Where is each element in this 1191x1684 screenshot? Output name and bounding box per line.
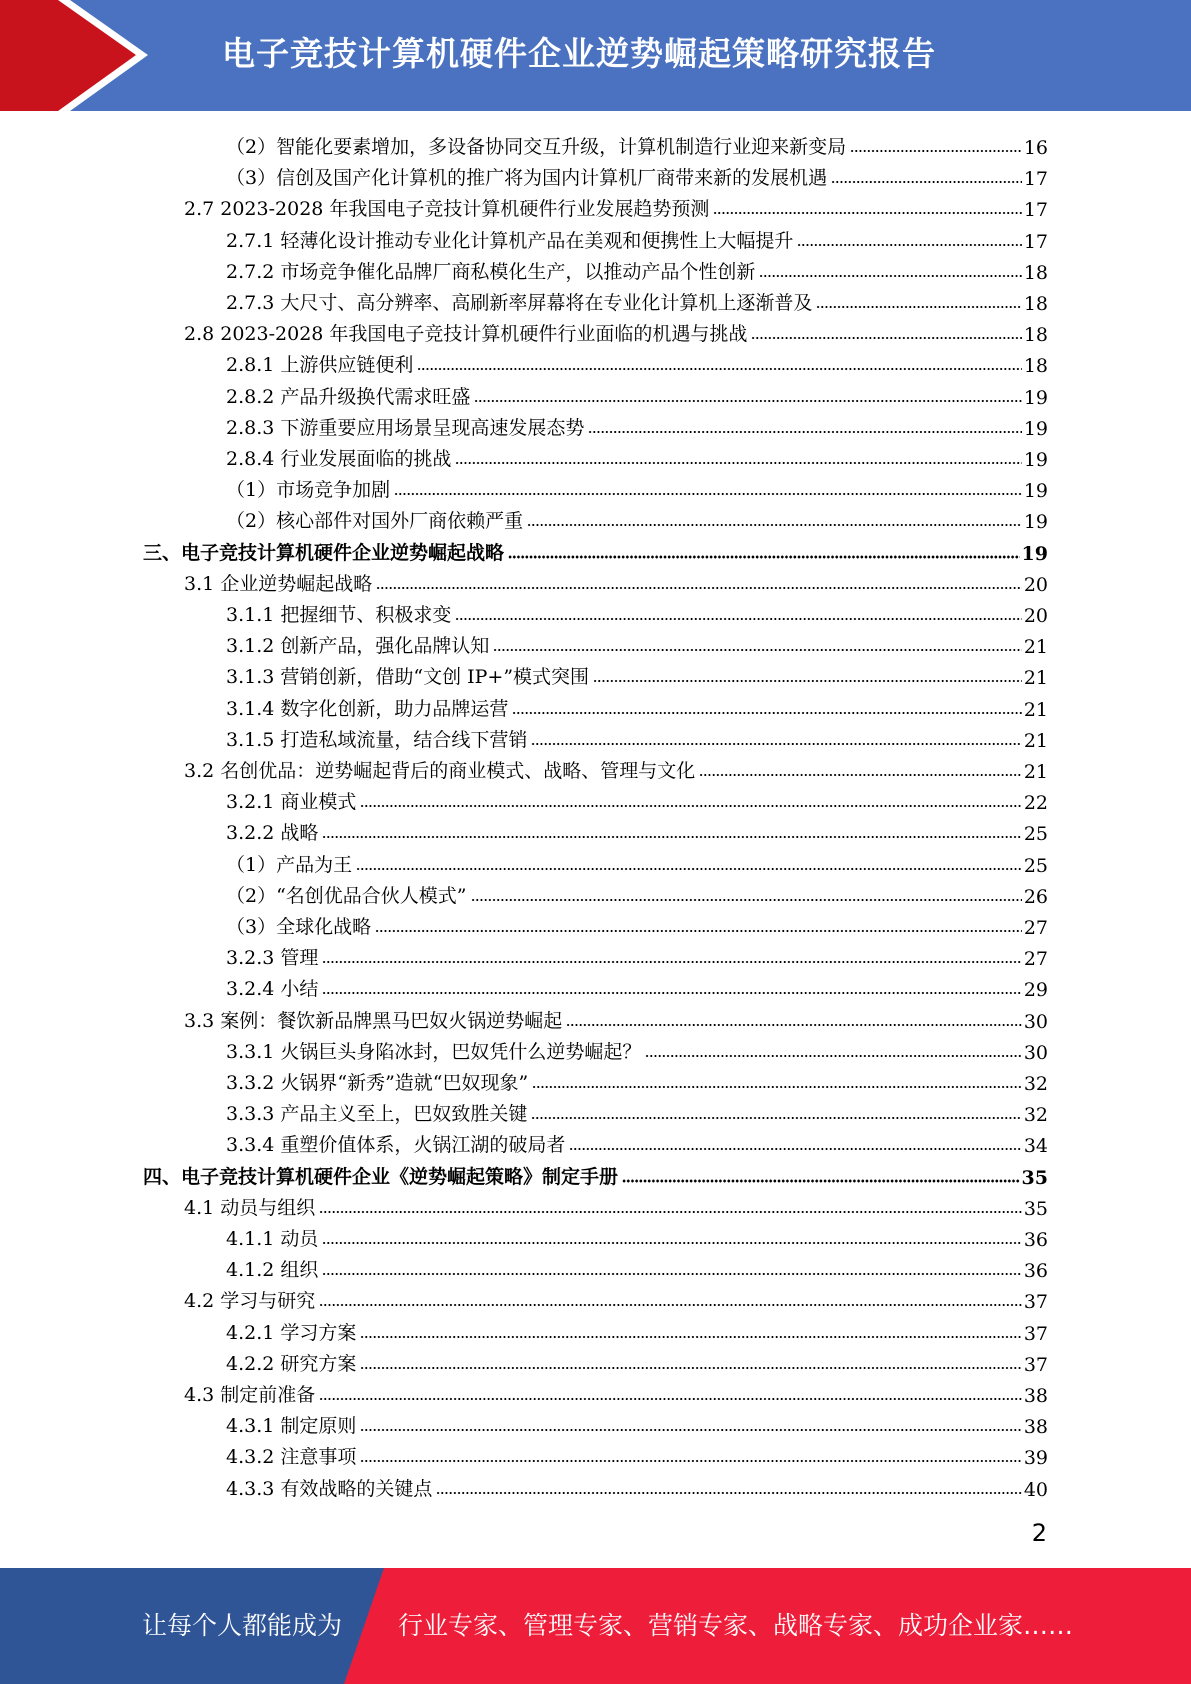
- toc-entry-page: 17: [1023, 168, 1048, 191]
- toc-dot-leader: [512, 710, 1021, 716]
- toc-dot-leader: [394, 491, 1022, 497]
- toc-dot-leader: [322, 1240, 1021, 1246]
- toc-entry[interactable]: [143, 1158, 1048, 1189]
- toc-entry-title: 4.3.1 制定原则: [226, 1415, 357, 1438]
- toc-entry-title: 4.3.2 注意事项: [226, 1446, 357, 1469]
- toc-entry-title: （3）全球化战略: [226, 916, 372, 938]
- toc-entry[interactable]: [226, 1314, 1048, 1345]
- toc-entry-title: 3.3.2 火锅界“新秀”造就“巴奴现象”: [226, 1072, 529, 1094]
- toc-dot-leader: [375, 928, 1022, 934]
- toc-entry-page: 19: [1023, 386, 1048, 409]
- toc-entry-title: 4.2 学习与研究: [184, 1290, 316, 1313]
- toc-entry-title: 4.1 动员与组织: [184, 1196, 316, 1219]
- toc-entry[interactable]: [226, 690, 1048, 721]
- toc-entry-title: 3.1 企业逆势崛起战略: [184, 572, 373, 595]
- toc-entry[interactable]: [226, 1438, 1048, 1469]
- toc-entry-page: 34: [1023, 1135, 1048, 1158]
- toc-entry-title: 4.3.3 有效战略的关键点: [226, 1477, 433, 1500]
- report-title: 电子竞技计算机硬件企业逆势崛起策略研究报告: [222, 34, 936, 73]
- toc-dot-leader: [455, 460, 1021, 466]
- toc-entry[interactable]: [226, 939, 1048, 970]
- toc-dot-leader: [474, 398, 1021, 404]
- toc-entry-page: 17: [1023, 230, 1048, 253]
- toc-dot-leader: [816, 304, 1021, 310]
- toc-dot-leader: [360, 1365, 1021, 1371]
- toc-entry-title: 3.2.3 管理: [226, 947, 319, 970]
- toc-dot-leader: [532, 1084, 1022, 1090]
- toc-entry-page: 18: [1023, 355, 1048, 378]
- toc-entry-page: 35: [1023, 1197, 1048, 1220]
- toc-entry-title: 3.2 名创优品：逆势崛起背后的商业模式、战略、管理与文化: [184, 760, 696, 782]
- toc-dot-leader: [569, 1146, 1021, 1152]
- toc-dot-leader: [850, 148, 1022, 154]
- footer-slogan-right: 行业专家、管理专家、营销专家、战略专家、成功企业家……: [398, 1611, 1074, 1640]
- toc-dot-leader: [322, 834, 1021, 840]
- toc-entry-title: 2.7.3 大尺寸、高分辨率、高刷新率屏幕将在专业化计算机上逐渐普及: [226, 292, 813, 314]
- toc-entry-title: 4.1.2 组织: [226, 1259, 319, 1282]
- toc-entry-page: 38: [1023, 1416, 1048, 1439]
- toc-dot-leader: [566, 1022, 1022, 1028]
- toc-entry-title: 4.1.1 动员: [226, 1228, 319, 1250]
- toc-entry[interactable]: [226, 471, 1048, 502]
- toc-dot-leader: [356, 866, 1022, 872]
- toc-entry-title: （2）核心部件对国外厂商依赖严重: [226, 510, 524, 533]
- toc-dot-leader: [593, 678, 1022, 684]
- toc-entry-title: 3.2.1 商业模式: [226, 791, 357, 814]
- toc-entry[interactable]: [184, 190, 1048, 221]
- toc-entry-page: 18: [1023, 261, 1048, 284]
- toc-entry-page: 36: [1023, 1229, 1048, 1251]
- toc-dot-leader: [751, 335, 1021, 341]
- toc-entry[interactable]: [226, 409, 1048, 440]
- toc-entry-title: 2.8.1 上游供应链便利: [226, 354, 414, 377]
- toc-dot-leader: [493, 647, 1021, 653]
- toc-entry[interactable]: [226, 658, 1048, 689]
- toc-entry[interactable]: [226, 1345, 1048, 1376]
- toc-entry-page: 19: [1023, 417, 1048, 440]
- toc-dot-leader: [508, 554, 1020, 560]
- toc-dot-leader: [376, 585, 1022, 591]
- toc-entry[interactable]: [226, 1220, 1048, 1251]
- toc-entry-title: 2.8.4 行业发展面临的挑战: [226, 448, 452, 470]
- toc-entry[interactable]: [226, 222, 1048, 253]
- toc-entry-page: 30: [1023, 1041, 1048, 1064]
- toc-entry[interactable]: [226, 1095, 1048, 1126]
- toc-entry-title: （2）“名创优品合伙人模式”: [226, 884, 467, 907]
- toc-entry-title: 3.3.1 火锅巨头身陷冰封，巴奴凭什么逆势崛起？: [226, 1040, 642, 1063]
- toc-entry[interactable]: [226, 877, 1048, 908]
- toc-entry-page: 18: [1023, 324, 1048, 347]
- toc-entry[interactable]: [226, 1126, 1048, 1157]
- toc-entry[interactable]: [184, 1282, 1048, 1313]
- toc-dot-leader: [322, 990, 1021, 996]
- toc-entry[interactable]: [184, 315, 1048, 346]
- toc-dot-leader: [713, 210, 1021, 216]
- toc-dot-leader: [417, 366, 1021, 372]
- toc-entry-title: 2.8.3 下游重要应用场景呈现高速发展态势: [226, 416, 585, 439]
- toc-entry-title: 2.8.2 产品升级换代需求旺盛: [226, 385, 471, 408]
- toc-entry-title: （3）信创及国产化计算机的推广将为国内计算机厂商带来新的发展机遇: [226, 167, 828, 190]
- toc-dot-leader: [319, 1396, 1022, 1402]
- toc-dot-leader: [527, 522, 1022, 528]
- toc-entry[interactable]: [226, 596, 1048, 627]
- toc-entry-title: 3.2.2 战略: [226, 822, 319, 845]
- toc-entry-page: 19: [1023, 480, 1048, 503]
- toc-entry-page: 21: [1023, 636, 1048, 659]
- toc-entry[interactable]: [226, 721, 1048, 752]
- toc-entry[interactable]: [226, 908, 1048, 939]
- toc-entry[interactable]: [226, 128, 1048, 159]
- toc-dot-leader: [360, 1427, 1021, 1433]
- toc-entry-page: 26: [1023, 885, 1048, 908]
- toc-entry[interactable]: [226, 284, 1048, 315]
- toc-entry-title: （2）智能化要素增加，多设备协同交互升级，计算机制造行业迎来新变局: [226, 136, 847, 158]
- toc-entry-title: 四、电子竞技计算机硬件企业《逆势崛起策略》制定手册: [143, 1165, 619, 1188]
- toc-entry[interactable]: [226, 1064, 1048, 1095]
- toc-entry-page: 38: [1023, 1385, 1048, 1407]
- toc-dot-leader: [471, 897, 1022, 903]
- toc-entry[interactable]: [226, 1251, 1048, 1282]
- page-number: 2: [1031, 1519, 1047, 1547]
- toc-entry-title: 2.7.2 市场竞争催化品牌厂商私模化生产，以推动产品个性创新: [226, 260, 756, 283]
- toc-entry[interactable]: [226, 378, 1048, 409]
- toc-entry[interactable]: [184, 1189, 1048, 1220]
- toc-entry-page: 27: [1023, 948, 1048, 971]
- toc-entry-page: 18: [1023, 293, 1048, 315]
- toc-entry-title: 3.3.3 产品主义至上，巴奴致胜关键: [226, 1103, 528, 1126]
- toc-dot-leader: [436, 1490, 1021, 1496]
- toc-entry[interactable]: [184, 1002, 1048, 1033]
- toc-entry[interactable]: [184, 752, 1048, 783]
- toc-entry-page: 37: [1023, 1291, 1048, 1314]
- toc-entry[interactable]: [226, 846, 1048, 877]
- toc-dot-leader: [322, 959, 1021, 965]
- toc-entry-page: 30: [1023, 1010, 1048, 1033]
- toc-entry-page: 32: [1023, 1104, 1048, 1127]
- toc-entry-title: 3.1.3 营销创新，借助“文创 IP+”模式突围: [226, 666, 590, 689]
- toc-entry[interactable]: [226, 970, 1048, 1001]
- toc-entry[interactable]: [226, 1470, 1048, 1501]
- toc-entry-title: 3.1.2 创新产品，强化品牌认知: [226, 635, 490, 658]
- toc-dot-leader: [588, 429, 1021, 435]
- toc-dot-leader: [319, 1209, 1022, 1215]
- toc-dot-leader: [360, 1458, 1021, 1464]
- toc-entry-page: 21: [1023, 667, 1048, 690]
- toc-entry[interactable]: [226, 253, 1048, 284]
- toc-entry-page: 29: [1023, 979, 1048, 1002]
- toc-dot-leader: [759, 273, 1021, 279]
- toc-dot-leader: [455, 616, 1021, 622]
- toc-entry-title: 2.8 2023-2028 年我国电子竞技计算机硬件行业面临的机遇与挑战: [184, 323, 748, 346]
- footer-slogan-left: 让每个人都能成为: [142, 1611, 343, 1640]
- toc-entry-title: （1）市场竞争加剧: [226, 479, 391, 502]
- toc-entry-page: 21: [1023, 761, 1048, 783]
- toc-entry[interactable]: [226, 159, 1048, 190]
- toc-entry[interactable]: [226, 346, 1048, 377]
- toc-entry[interactable]: [226, 1407, 1048, 1438]
- toc-dot-leader: [319, 1302, 1022, 1308]
- toc-entry-page: 32: [1023, 1073, 1048, 1095]
- page-footer: [0, 1568, 1191, 1684]
- toc-entry-page: 16: [1023, 137, 1048, 159]
- toc-entry-title: 三、电子竞技计算机硬件企业逆势崛起战略: [143, 541, 505, 564]
- toc-entry-page: 19: [1021, 542, 1048, 565]
- toc-entry-page: 19: [1023, 449, 1048, 471]
- toc-dot-leader: [322, 1271, 1021, 1277]
- toc-dot-leader: [360, 1334, 1021, 1340]
- page-header: [0, 0, 1191, 111]
- toc-dot-leader: [831, 179, 1022, 185]
- toc-dot-leader: [797, 242, 1021, 248]
- toc-entry[interactable]: [226, 440, 1048, 471]
- toc-entry-page: 35: [1021, 1166, 1048, 1189]
- toc-entry-title: 4.2.1 学习方案: [226, 1321, 357, 1344]
- toc-entry[interactable]: [184, 1376, 1048, 1407]
- toc-entry-title: 3.1.1 把握细节、积极求变: [226, 604, 452, 626]
- toc-entry-page: 25: [1023, 823, 1048, 846]
- toc-entry-title: 3.2.4 小结: [226, 978, 319, 1001]
- toc-entry-page: 19: [1023, 511, 1048, 534]
- toc-entry-page: 17: [1023, 199, 1048, 222]
- toc-entry-page: 37: [1023, 1353, 1048, 1376]
- toc-entry[interactable]: [184, 565, 1048, 596]
- toc-entry[interactable]: [226, 627, 1048, 658]
- toc-entry-title: 2.7.1 轻薄化设计推动专业化计算机产品在美观和便携性上大幅提升: [226, 229, 794, 252]
- toc-dot-leader: [699, 772, 1022, 778]
- toc-entry[interactable]: [143, 534, 1048, 565]
- toc-entry[interactable]: [226, 783, 1048, 814]
- toc-entry-page: 40: [1023, 1478, 1048, 1501]
- toc-entry-page: 25: [1023, 854, 1048, 877]
- toc-entry-page: 22: [1023, 792, 1048, 815]
- toc-entry-page: 21: [1023, 729, 1048, 752]
- toc-entry-page: 36: [1023, 1260, 1048, 1283]
- toc-entry-title: 3.1.5 打造私域流量，结合线下营销: [226, 728, 528, 751]
- toc-entry-title: 4.3 制定前准备: [184, 1384, 316, 1406]
- toc-dot-leader: [622, 1178, 1020, 1184]
- toc-entry-page: 20: [1023, 573, 1048, 596]
- toc-entry-page: 27: [1023, 917, 1048, 939]
- toc-entry-page: 39: [1023, 1447, 1048, 1470]
- toc-entry[interactable]: [226, 814, 1048, 845]
- toc-entry-title: 3.3 案例：餐饮新品牌黑马巴奴火锅逆势崛起: [184, 1009, 563, 1032]
- toc-entry[interactable]: [226, 502, 1048, 533]
- toc-entry-page: 20: [1023, 605, 1048, 627]
- toc-entry-title: 3.1.4 数字化创新，助力品牌运营: [226, 697, 509, 720]
- toc-entry-page: 37: [1023, 1322, 1048, 1345]
- toc-entry-title: （1）产品为王: [226, 853, 353, 876]
- toc-entry-title: 3.3.4 重塑价值体系，火锅江湖的破局者: [226, 1134, 566, 1157]
- toc-entry-title: 4.2.2 研究方案: [226, 1352, 357, 1375]
- toc-dot-leader: [645, 1053, 1021, 1059]
- toc-entry-title: 2.7 2023-2028 年我国电子竞技计算机硬件行业发展趋势预测: [184, 198, 710, 221]
- toc-entry[interactable]: [226, 1033, 1048, 1064]
- toc-entry-page: 21: [1023, 698, 1048, 721]
- toc-dot-leader: [531, 741, 1021, 747]
- toc-dot-leader: [531, 1115, 1021, 1121]
- toc-dot-leader: [360, 803, 1021, 809]
